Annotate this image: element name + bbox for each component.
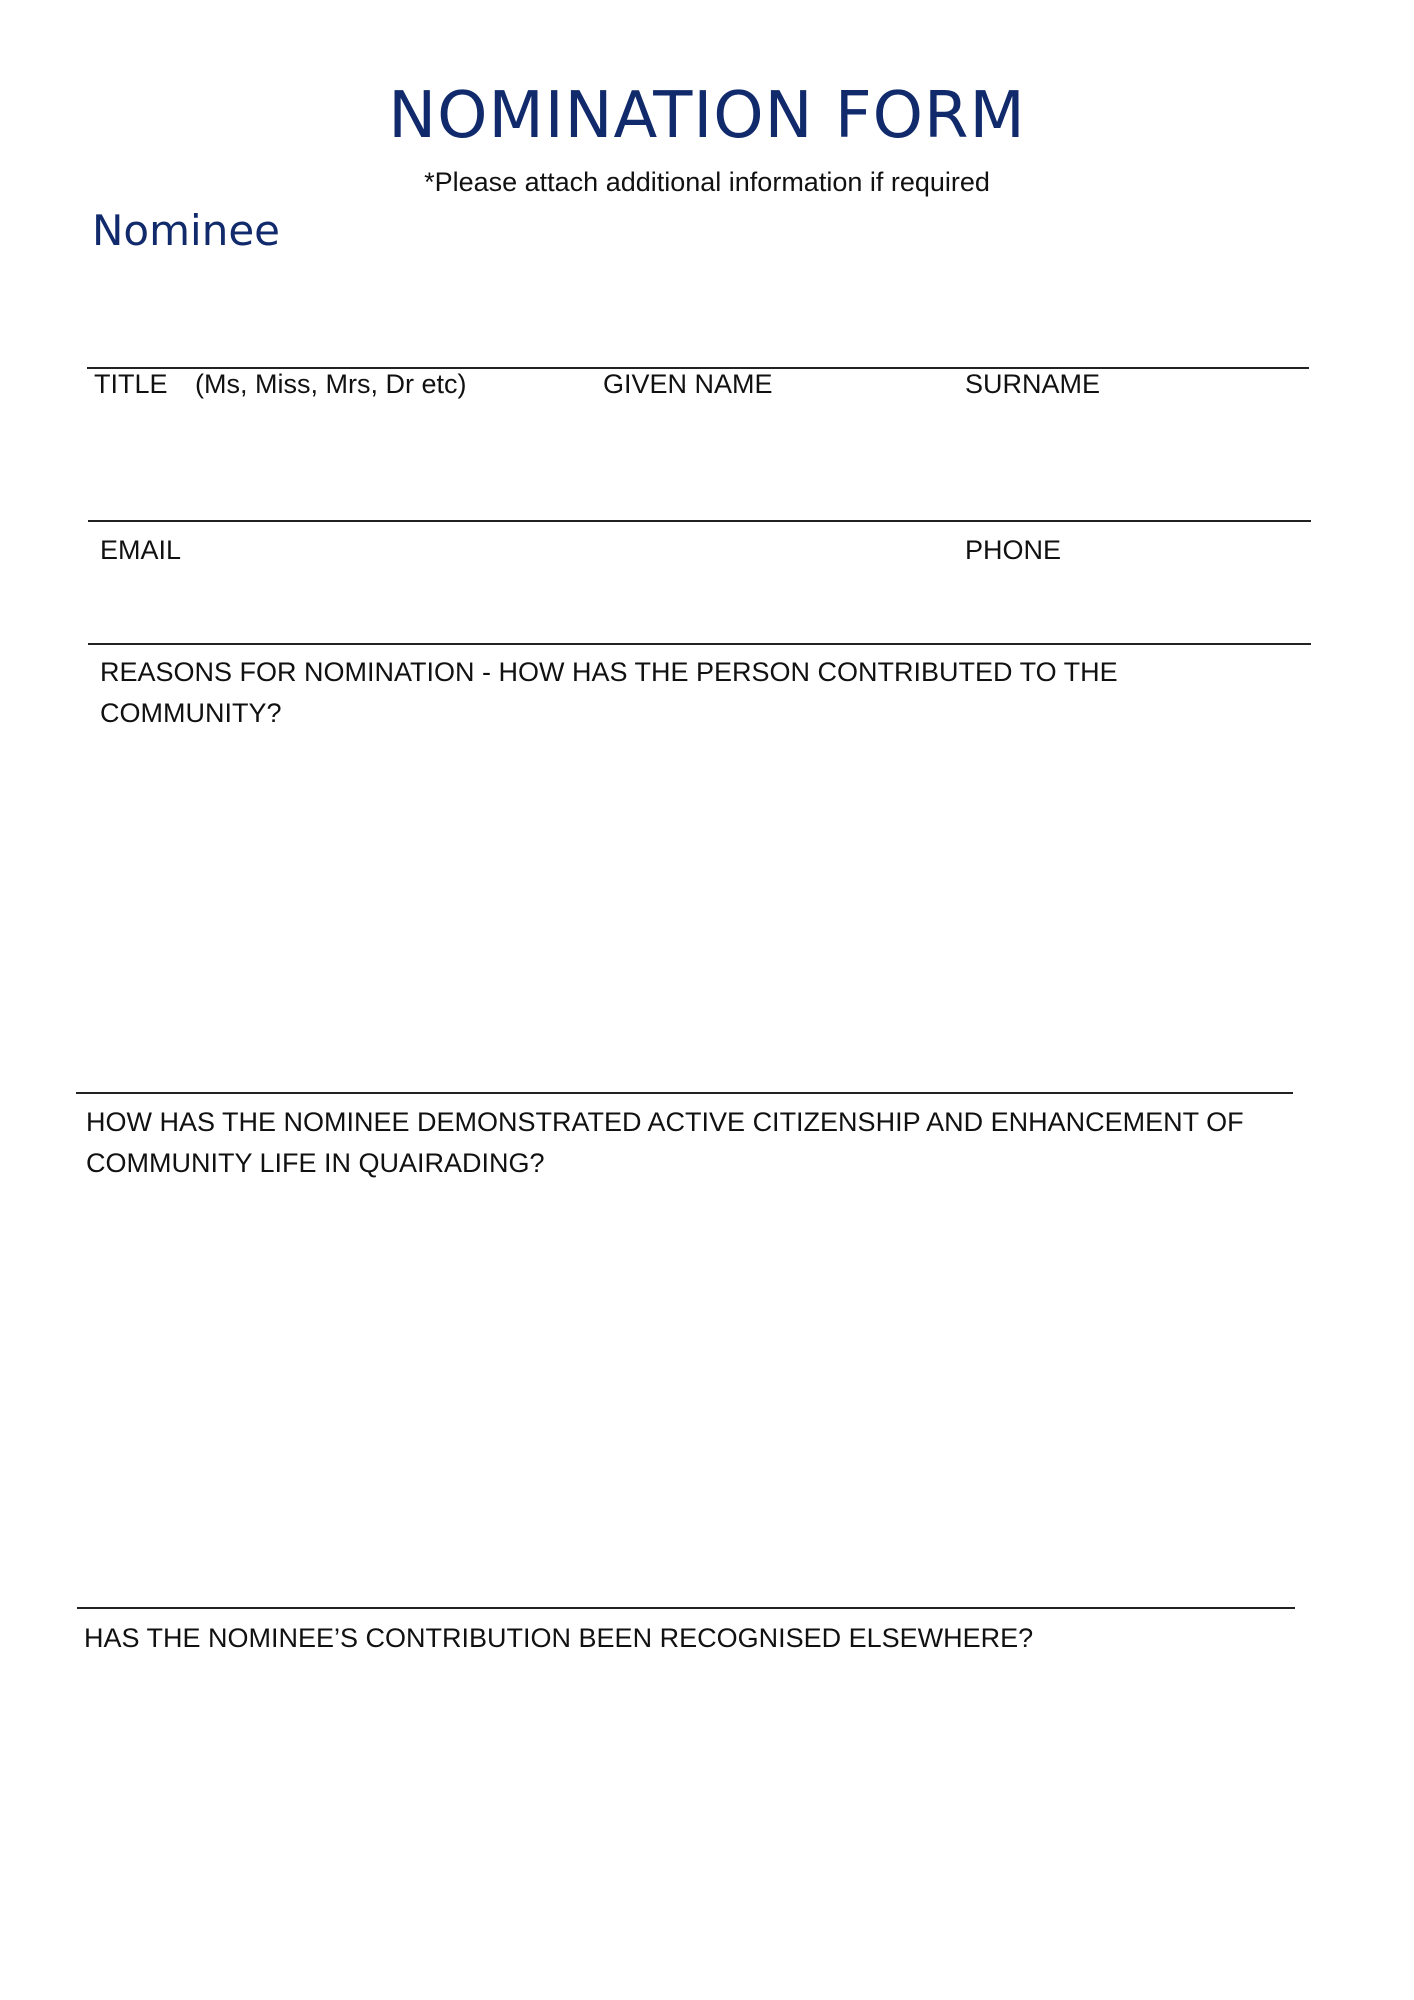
contact-row-rule — [88, 520, 1311, 522]
email-field-label: EMAIL — [100, 535, 182, 565]
attach-note: *Please attach additional information if required — [424, 167, 990, 197]
recognition-question: HAS THE NOMINEE’S CONTRIBUTION BEEN RECOGNISED ELSEWHERE? — [84, 1623, 1034, 1653]
title-field-hint: (Ms, Miss, Mrs, Dr etc) — [195, 369, 467, 399]
citizenship-question: HOW HAS THE NOMINEE DEMONSTRATED ACTIVE CITIZENSHIP AND ENHANCEMENT OF COMMUNITY LIFE IN QUAIRADING? — [86, 1107, 1244, 1178]
surname-field-label: SURNAME — [965, 369, 1101, 399]
citizenship-rule — [76, 1092, 1293, 1094]
reasons-rule — [88, 643, 1311, 645]
phone-field-label: PHONE — [965, 535, 1062, 565]
section-heading-nominee: Nominee — [92, 206, 280, 255]
page-title: NOMINATION FORM — [388, 79, 1026, 153]
title-field-label: TITLE — [94, 369, 168, 399]
reasons-question: REASONS FOR NOMINATION - HOW HAS THE PERSON CONTRIBUTED TO THE COMMUNITY? — [100, 657, 1118, 728]
recognition-rule — [77, 1607, 1295, 1609]
given-name-field-label: GIVEN NAME — [603, 369, 773, 399]
